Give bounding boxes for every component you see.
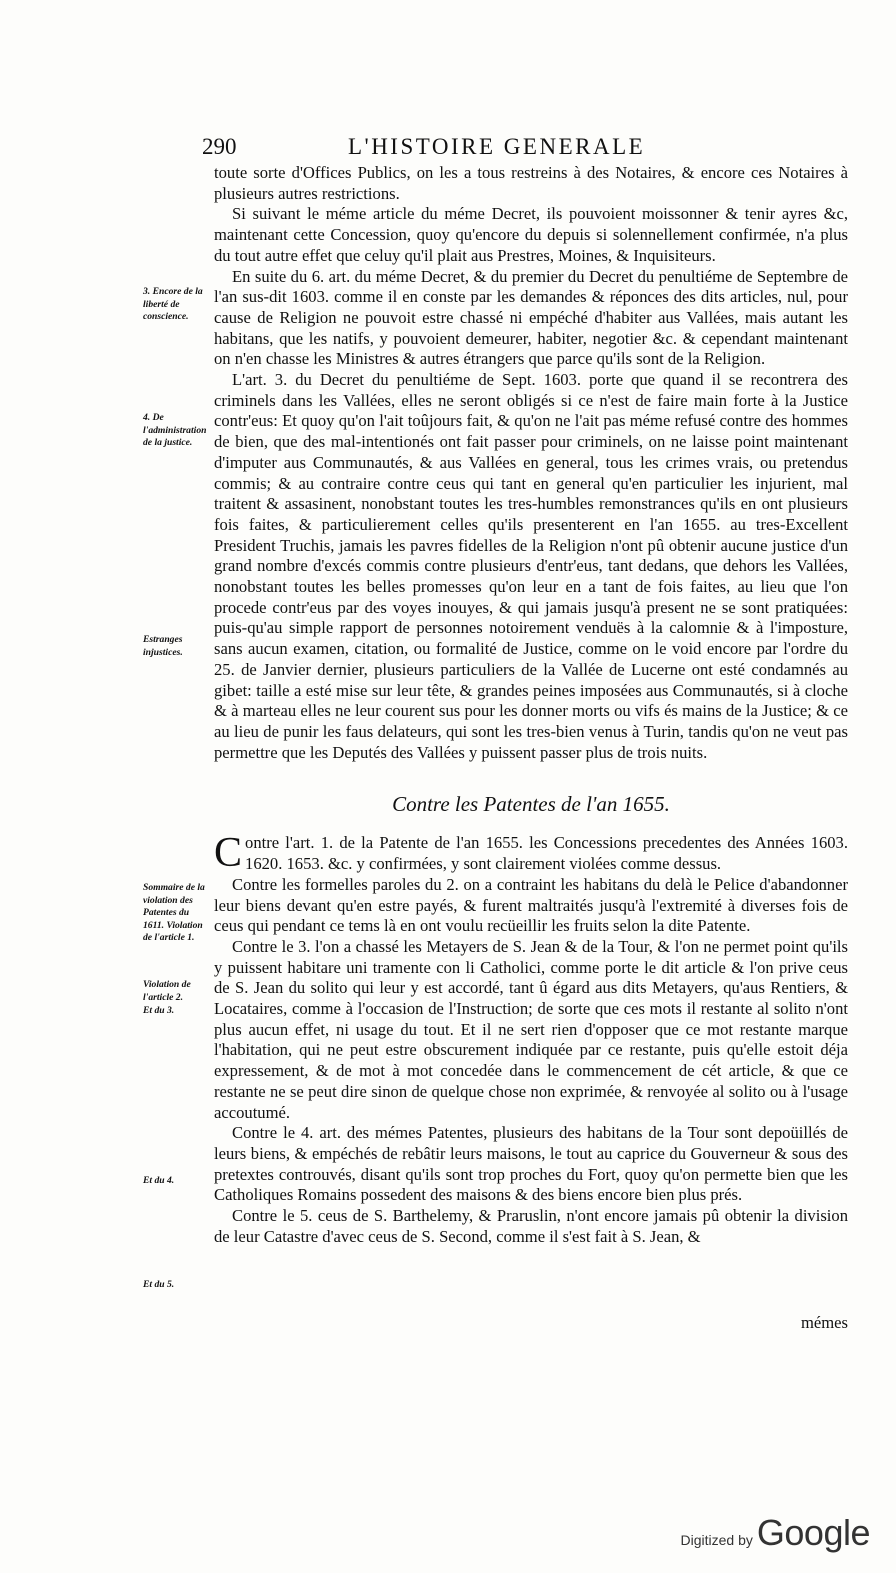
margin-note: Sommaire de la violation des Patentes du 1611. Violation de l'article 1. <box>143 882 205 944</box>
margin-note: 4. De l'administration de la justice. <box>143 412 207 449</box>
page-number: 290 <box>202 134 237 159</box>
paragraph: L'art. 3. du Decret du penultiéme de Sept. 1603. porte que quand il se recontrera des criminels dans les Vallées, elles ne seront obligés si ce n'est de faire main forte à la Justice contr'eus: Et quoy qu'on l'ait toûjours fait, & qu'on ne l'ait pas méme refusé contre des hommes de bien, que des mal-intentionés ont fait passer pour criminels, on ne laisse point maintenant d'imputer aus Communautés, & aus Vallées en general, tous les crimes vrais, ou pretendus commis; & au contraire contre ceus qui tant en general qu'en particulier les injurient, mal traitent & assasinent, nonobstant toutes les tres-humbles remonstrances qu'ils en ont plusieurs fois faites, & particulierement celles qu'ils presenterent en l'an 1655. au tres-Excellent President Truchis, jamais les pavres fidelles de la Religion n'ont pû obtenir aucune justice d'un grand nombre d'excés commis contre plusieurs d'entr'eus, tant dedans, que dehors les Vallées, nonobstant toutes les belles promesses qu'on leur en a tant de fois faites, au lieu que l'on procede contr'eus par des voyes inouyes, & qui jamais jusqu'à present ne se sont pratiquées: puis-qu'au simple rapport de personnes notoirement venduës à la calomnie & à l'imposture, sans aucun examen, citation, ou formalité de Justice, comme on le void encore par l'ordre du 25. de Janvier dernier, plusieurs particuliers de la Vallée de Lucerne ont esté condamnés au gibet: taille a esté mise sur leur tête, & grandes peines imposées aus Communautés, si à cloche & à marteau elles ne leur courent sus pour les donner morts ou vifs és mains de la Justice; & ce au lieu de punir les faus delateurs, qui sont les tres-bien venus à Turin, tandis qu'on ne veut pas permettre que les Deputés des Vallées y puissent passer plus de trois nuits. <box>214 370 848 762</box>
google-watermark <box>681 1512 870 1554</box>
running-title: L'HISTOIRE GENERALE <box>348 134 646 159</box>
margin-note: Et du 3. <box>143 1005 175 1016</box>
body-text <box>214 163 848 1247</box>
watermark-prefix: Digitized by <box>680 1532 753 1548</box>
section-heading: Contre les Patentes de l'an 1655. <box>392 792 670 817</box>
paragraph: Contre le 3. l'on a chassé les Metayers de S. Jean & de la Tour, & l'on ne permet point qu'ils y puissent habitare uni tramente con li Catholici, comme porte le dit article & l'on prive ceus de S. Jean du solito qui leur y est accordé, tant û égard aus dits Metayers, qu'aus Rentiers, & Locataires, comme à l'occasion de l'Instruction; de sorte que ces mots il restante al solito n'ont plus aucun effet, ni usage du tout. Et il ne sert rien d'opposer que ce mot restante marque l'habitation, qui ne peut estre obscurement indiquée par ce restante, puis qu'elle estoit déja expressement, & de mot à mot concedée dans le commencement de cét article, & que ce restante ne se peut dire sinon de quelque chose non exprimée, & renvoyée al solito ou à l'usage accoutumé. <box>214 936 848 1122</box>
margin-note: Et du 4. <box>143 1175 175 1186</box>
page-header <box>200 134 850 162</box>
margin-note: Estranges injustices. <box>143 634 183 658</box>
google-logo: Google <box>756 1512 870 1553</box>
dropcap-rest: ontre l'art. 1. de la Patente de l'an 1655. les Concessions precedentes des Années 1603. 1620. 1653. &c. y confirmées, y sont clairement violées comme dessus. <box>245 833 848 874</box>
margin-note: Violation de l'article 2. <box>143 979 191 1003</box>
paragraph: Contre le 4. art. des mémes Patentes, plusieurs des habitans de la Tour sont depoüillés de leurs biens, & empéchés de rebâtir leurs maisons, le tout au caprice du Gouverneur & sous des pretextes controuvés, disant qu'ils sont trop proches du Fort, quoy qu'on permette bien que les Catholiques Romains possedent des maisons & des biens encore bien plus prés. <box>214 1123 848 1205</box>
margin-note: Et du 5. <box>143 1279 175 1290</box>
drop-cap: C <box>214 830 243 877</box>
paragraph: Contre les formelles paroles du 2. on a contraint les habitans du delà le Pelice d'abandonner leur biens devant qu'en estre payés, & furent maltraités jusqu'à l'extremité à diverses fois de ceus qui pendant ce tems là en ont voulu recüeillir les fruits selon la dite Patente. <box>214 874 848 936</box>
catchword: mémes <box>800 1313 848 1332</box>
margin-note: 3. Encore de la liberté de conscience. <box>143 286 203 323</box>
paragraph: En suite du 6. art. du méme Decret, & du premier du Decret du penultiéme de Septembre de l'an sus-dit 1603. comme il en conste par les demandes & réponces des dits articles, nul, pour cause de Religion ne pouvoit estre chassé ni empéché d'habiter aus Vallées, mais autant les habitans, que les natifs, y pouvoient demeurer, habiter, negotier &c. & cependant maintenant on n'en chasse les Ministres & autres étrangers que parce qu'ils sont de la Religion. <box>214 266 848 369</box>
paragraph: Si suivant le méme article du méme Decret, ils pouvoient moissonner & tenir ayres &c, maintenant cette Concession, quoy qu'encore du depuis si solennellement confirmée, n'a plus du tout autre effet que celuy qu'il plait aus Prestres, Moines, & Inquisiteurs. <box>214 204 848 265</box>
paragraph: Contre le 5. ceus de S. Barthelemy, & Praruslin, n'ont encore jamais pû obtenir la division de leur Catastre d'avec ceus de S. Second, comme il s'est fait à S. Jean, & <box>214 1206 848 1246</box>
paragraph-dropcap <box>214 830 848 877</box>
paragraph: toute sorte d'Offices Publics, on les a tous restreins à des Notaires, & encore ces Notaires à plusieurs autres restrictions. <box>214 163 848 203</box>
